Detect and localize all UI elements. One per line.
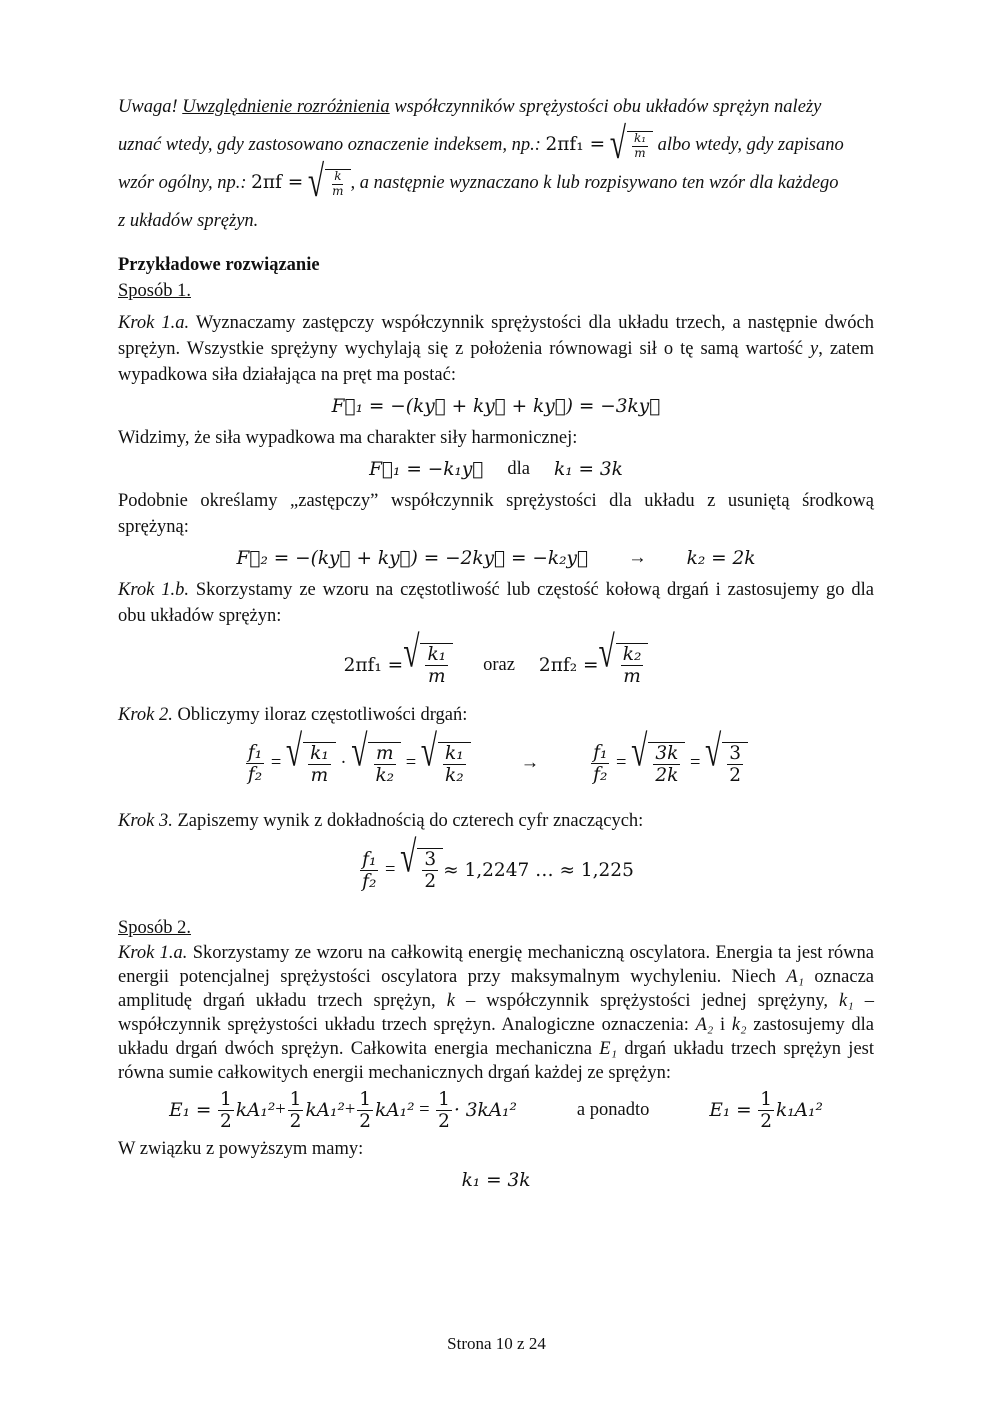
note-frac-num: k₁ (633, 130, 647, 145)
frac-num: 1 (760, 1088, 773, 1110)
step-text: oznacza amplitudę drgań układu trzech sprężyn, (118, 966, 874, 1011)
eq3-right: k₂ = 2k (686, 548, 756, 569)
sqrt: √ $\frac{3}{2}$ (705, 742, 748, 787)
eq7-lhs: E₁ = (169, 1099, 212, 1121)
frac-den: m (310, 764, 329, 786)
step-label: Krok 1.b. (118, 580, 189, 600)
solution-title: Przykładowe rozwiązanie (118, 255, 320, 275)
note-text: uznać wtedy, gdy zastosowano oznaczenie indeksem, np.: (118, 135, 546, 155)
equation-2 (118, 459, 874, 480)
frac-num: k₁ (445, 742, 464, 764)
eq4-mid: oraz (483, 654, 515, 675)
step-text: Obliczymy iloraz częstotliwości drgań: (172, 704, 468, 725)
method1-title: Sposób 1. (118, 281, 191, 301)
page-content (118, 88, 874, 1199)
note-frac-num: k (334, 168, 342, 183)
equation-6: $\frac{\text{f₁}}{\text{f₂}}$ = √ $\frac{3}{2}$ ≈ 1,2247 … ≈ 1,225 (362, 833, 634, 893)
eq4-left: 2πf₁ = (343, 654, 404, 676)
var: k₁ (839, 990, 854, 1011)
var: E₁ (599, 1038, 618, 1059)
step-text: Wyznaczamy zastępczy współczynnik sprężystości dla układu trzech, a następnie dwóch sprężyn. Wszystkie sprężyny wychylają się z położenia równowagi sił o tę samą wartość (118, 313, 874, 359)
step-text: – współczynnik sprężystości jednej sprężyny, (454, 990, 840, 1011)
method1-text3: Podobnie określamy „zastępczy” współczynnik sprężystości dla układu z usuniętą środkową sprężyną: (118, 491, 874, 537)
equation-4 (118, 628, 874, 688)
frac-num: 3 (729, 742, 742, 764)
var: k₂ (731, 1014, 747, 1035)
step-label: Krok 1.a. (118, 942, 188, 963)
sqrt: √ $\frac{\text{k₁}}{m}$ (403, 643, 453, 688)
sqrt: √ $\frac{\text{k₁}}{\text{k₂}}$ (421, 742, 471, 787)
eq7-term: kA₁² (305, 1099, 345, 1121)
frac-num: 1 (438, 1088, 450, 1110)
equation-8: k₁ = 3k (461, 1170, 531, 1192)
step-text: – współczynnik sprężystości układu trzech sprężyn. Analogiczne oznaczenia: (118, 990, 874, 1035)
eq6-tail: ≈ 1,2247 … ≈ 1,225 (443, 859, 634, 881)
eq7-dot: · 3kA₁² (453, 1099, 517, 1121)
eq2-left: F⃗₁ = −k₁y⃗ (369, 459, 484, 480)
note-text: współczynników sprężystości obu układów sprężyn należy (389, 97, 822, 117)
sqrt: √ $\frac{\text{k₂}}{m}$ (599, 643, 649, 688)
eq7-r-lhs: E₁ = (709, 1099, 752, 1121)
note-block (118, 88, 874, 240)
var: k (446, 990, 455, 1011)
eq7-r-term: k₁A₁² (776, 1099, 823, 1121)
frac-den: k₂ (375, 764, 395, 786)
frac-num: k₁ (427, 644, 447, 665)
note-text: albo wtedy, gdy zapisano (653, 135, 844, 155)
step-text: , zatem wypadkowa siła działająca na pręt ma postać: (118, 339, 874, 385)
arrow-icon: → (628, 548, 647, 568)
method2-title: Sposób 2. (118, 917, 191, 938)
frac-den: 2k (655, 764, 679, 786)
method2-paragraph (118, 941, 874, 1085)
note-sqrt: √ $\frac{k}{m}$ (308, 169, 351, 199)
note-text: wzór ogólny, np.: (118, 173, 252, 193)
eq3-left: F⃗₂ = −(ky⃗ + ky⃗) = −2ky⃗ = −k₂y⃗ (236, 548, 589, 569)
step-text: i (713, 1014, 732, 1035)
frac-num: 1 (220, 1088, 232, 1110)
note-frac-den: m (634, 145, 646, 160)
sqrt: √ $\frac{3k}{2k}$ (631, 742, 685, 787)
frac-den: 2 (438, 1110, 450, 1132)
note-text: z układów sprężyn. (118, 211, 259, 231)
frac-num: 3k (655, 742, 679, 764)
note-formula: 2πf = (251, 172, 304, 193)
frac-num: 3 (424, 849, 437, 871)
sqrt: √ $\frac{m}{\text{k₂}}$ (351, 742, 401, 787)
step-var: y (810, 339, 819, 359)
step-text: Zapiszemy wynik z dokładnością do czterech cyfr znaczących: (172, 811, 644, 832)
eq4-right: 2πf₂ = (538, 654, 599, 676)
frac-num: 1 (359, 1088, 372, 1110)
eq7-term: kA₁² (235, 1099, 276, 1121)
method1-step3 (118, 808, 874, 834)
arrow-icon: → (520, 753, 540, 774)
method1-step1a (118, 310, 874, 388)
note-text: , a następnie wyznaczano k lub rozpisywano ten wzór dla każdego (350, 173, 839, 193)
equation-7: E₁ = $\frac{1}{2}$ kA₁² + $\frac{1}{2}$ kA₁² + $\frac{1}{2}$ kA₁² = $\frac{1}{2}$ · 3kA₁² a ponadto E₁ = $\frac{1}{2}$ k₁A₁² (169, 1088, 823, 1132)
note-frac-den: m (332, 183, 344, 198)
step-label: Krok 1.a. (118, 313, 190, 333)
frac-den: 2 (424, 871, 437, 893)
step-text: zastosujemy dla układu drgań dwóch sprężyn. Całkowita energia mechaniczna (118, 1014, 875, 1059)
frac-num: f₁ (247, 742, 263, 764)
equation-5: $\frac{\text{f₁}}{\text{f₂}}$ = √ $\frac{\text{k₁}}{m}$ · √ $\frac{m}{\text{k₂}}$ = √ $\frac{\text{k₁}}{\text{k₂}}$ → $\frac{\text{f₁}}{\text{f₂}}$ = √ $\frac{3k}{2k}$ = √ $\frac{3}{2}$ (118, 742, 874, 787)
frac-num: f₁ (362, 848, 377, 870)
frac-den: 2 (359, 1110, 372, 1132)
frac-den: 2 (760, 1110, 773, 1132)
eq2-mid: dla (507, 459, 531, 479)
note-underlined: Uwzględnienie rozróżnienia (182, 97, 390, 117)
eq7-mid: a ponadto (576, 1099, 650, 1120)
sqrt: √ $\frac{3}{2}$ (400, 848, 443, 893)
frac-den: m (427, 666, 446, 688)
method1-step2 (118, 702, 874, 728)
equation-3 (118, 548, 874, 569)
page-footer: Strona 10 z 24 (447, 1334, 546, 1353)
method1-step1b (118, 577, 874, 629)
method1-text2: Widzimy, że siła wypadkowa ma charakter siły harmonicznej: (118, 428, 578, 448)
plus: + (275, 1099, 286, 1120)
frac-num: k₂ (622, 644, 642, 665)
var: A₂ (695, 1014, 714, 1035)
note-prefix: Uwaga! (118, 97, 183, 117)
note-formula: 2πf₁ = (545, 134, 606, 155)
frac-den: 2 (729, 764, 742, 786)
eq2-right: k₁ = 3k (554, 459, 623, 480)
frac-den: 2 (289, 1110, 302, 1132)
frac-num: f₁ (593, 742, 608, 764)
equation-1: F⃗₁ = −(ky⃗ + ky⃗ + ky⃗) = −3ky⃗ (331, 396, 661, 417)
step-text: drgań układu trzech sprężyn jest równa sumie całkowitych energii mechanicznych drgań każdej ze sprężyn: (118, 1038, 874, 1083)
method2-text-after: W związku z powyższym mamy: (118, 1139, 364, 1160)
plus: + (344, 1099, 356, 1120)
sqrt: √ $\frac{\text{k₁}}{m}$ (286, 742, 336, 787)
frac-den: f₂ (362, 870, 377, 892)
frac-num: k₁ (310, 742, 329, 764)
frac-den: f₂ (593, 764, 608, 786)
step-text: Skorzystamy ze wzoru na całkowitą energię mechaniczną oscylatora. Energia ta jest równa energii potencjalnej sprężystości oscylatora przy maksymalnym wychyleniu. Niech (118, 942, 874, 987)
note-sqrt: √ $\frac{\text{k₁}}{m}$ (610, 131, 653, 161)
var: A₁ (786, 966, 804, 987)
step-text: Skorzystamy ze wzoru na częstotliwość lub częstość kołową drgań i zastosujemy go dla obu układów sprężyn: (118, 580, 874, 626)
step-label: Krok 2. (118, 704, 173, 725)
frac-den: f₂ (247, 764, 263, 786)
frac-num: m (375, 742, 394, 764)
step-label: Krok 3. (118, 811, 173, 832)
frac-den: k₂ (445, 764, 464, 786)
eq7-term: kA₁² (375, 1099, 415, 1121)
frac-num: 1 (289, 1088, 302, 1110)
frac-den: 2 (220, 1110, 232, 1132)
frac-den: m (623, 666, 641, 688)
